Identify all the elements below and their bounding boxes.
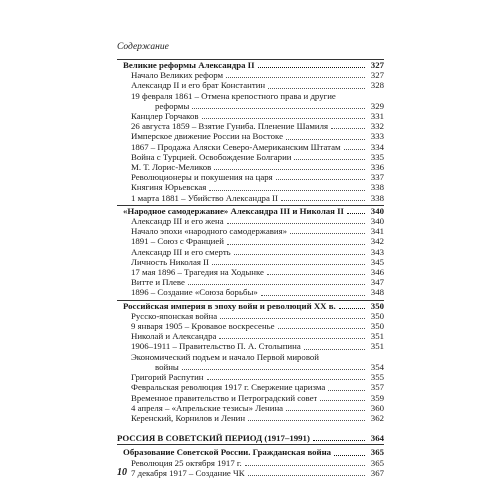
toc-entry-page: 350 — [370, 321, 384, 332]
dot-leader — [182, 369, 365, 370]
toc-entry-title: Временное правительство и Петроградский совет — [131, 392, 318, 403]
toc-entry — [117, 80, 384, 90]
toc-entry — [117, 393, 384, 403]
toc-entry-title: Революция 25 октября 1917 г. — [131, 457, 242, 468]
toc-entry-title: Княгиня Юрьевская — [131, 182, 207, 193]
toc-entry-page: 334 — [370, 141, 384, 152]
toc-entry — [117, 433, 384, 445]
toc-entry-page: 357 — [370, 382, 384, 393]
toc-entry — [117, 236, 384, 246]
dot-leader — [278, 328, 365, 329]
dot-leader — [219, 338, 365, 339]
toc-entry-page: 338 — [370, 192, 384, 203]
toc-entry-page: 343 — [370, 246, 384, 257]
toc-entry-title-line: 19 февраля 1861 – Отмена крепостного права и другие — [131, 90, 336, 101]
dot-leader — [214, 169, 365, 170]
toc-entry-title: реформы — [155, 100, 190, 111]
toc-entry-title: Война с Турцией. Освобождение Болгарии — [131, 151, 292, 162]
toc-entry-page: 341 — [370, 226, 384, 237]
dot-leader — [192, 108, 365, 109]
toc-entry — [117, 300, 384, 311]
toc-entry-page: 338 — [370, 182, 384, 193]
toc-entry — [117, 121, 384, 131]
dot-leader — [234, 254, 365, 255]
toc-entry-page: 362 — [370, 412, 384, 423]
toc-entry-page: 329 — [370, 100, 384, 111]
toc-entry — [117, 413, 384, 423]
page-number: 10 — [117, 467, 127, 478]
dot-leader — [313, 440, 365, 441]
dot-leader — [212, 264, 365, 265]
dot-leader — [261, 295, 365, 296]
toc-entry — [117, 226, 384, 236]
toc-entry — [117, 59, 384, 70]
toc-entry-page: 340 — [370, 216, 384, 227]
toc-entry — [117, 458, 384, 468]
toc-entry-title: Александр III и его жена — [131, 216, 224, 227]
toc-entry-title-line: Экономический подъем и начало Первой мировой — [131, 351, 320, 362]
toc-entry-title: 1906–1911 – Правительство П. А. Столыпина — [131, 341, 301, 352]
toc-entry — [117, 447, 384, 457]
toc-entry-title: Февральская революция 1917 г. Свержение царизма — [131, 382, 326, 393]
toc-entry-title: Личность Николая II — [131, 256, 209, 267]
toc-entry — [117, 70, 384, 80]
toc-entry — [117, 287, 384, 297]
toc-entry-page: 364 — [370, 433, 384, 444]
toc-entry — [117, 341, 384, 351]
toc-entry — [117, 111, 384, 121]
toc-entry-title: Керенский, Корнилов и Ленин — [131, 412, 246, 423]
toc-entry-title: Александр II и его брат Константин — [131, 80, 266, 91]
toc-entry — [117, 193, 384, 203]
toc-entry — [117, 382, 384, 392]
dot-leader — [290, 233, 365, 234]
dot-leader — [281, 200, 365, 201]
toc-entry — [117, 277, 384, 287]
toc-entry — [117, 142, 384, 152]
toc-entry-page: 365 — [370, 457, 384, 468]
toc-entry-page: 327 — [370, 60, 384, 70]
dot-leader — [258, 67, 365, 68]
dot-leader — [276, 179, 365, 180]
toc-entry — [117, 331, 384, 341]
toc-entry-title: 4 апреля – «Апрельские тезисы» Ленина — [131, 402, 284, 413]
toc-entry — [117, 257, 384, 267]
toc-entry-title: Российская империя в эпоху войн и революций ХХ в. — [123, 300, 336, 311]
toc-entry-title: войны — [155, 361, 179, 372]
dot-leader — [286, 410, 365, 411]
dot-leader — [294, 159, 365, 160]
toc-entry — [117, 468, 384, 478]
toc-entry-title: 9 января 1905 – Кровавое воскресенье — [131, 321, 275, 332]
toc-entry-title: 17 мая 1896 – Трагедия на Ходынке — [131, 267, 264, 278]
toc-entry-title: «Народное самодержавие» Александра III и Николая II — [123, 205, 344, 216]
dot-leader — [207, 379, 365, 380]
toc-entry-title: Григорий Распутин — [131, 372, 204, 383]
dot-leader — [286, 139, 365, 140]
running-head: Содержание — [117, 42, 169, 52]
dot-leader — [344, 149, 365, 150]
toc-entry-page: 350 — [370, 310, 384, 321]
toc-entry — [117, 372, 384, 382]
toc-entry-title: 26 августа 1859 – Взятие Гуниба. Пленение Шамиля — [131, 121, 329, 132]
toc-entry-title: 1896 – Создание «Союза борьбы» — [131, 287, 258, 298]
toc-entry-title: М. Т. Лорис-Меликов — [131, 162, 212, 173]
toc-entry-page: 355 — [370, 372, 384, 383]
toc-entry-page: 346 — [370, 267, 384, 278]
toc-entry — [117, 352, 384, 372]
toc-entry-title: Начало эпохи «народного самодержавия» — [131, 226, 288, 237]
toc-entry — [117, 247, 384, 257]
dot-leader — [334, 455, 365, 456]
dot-leader — [248, 420, 365, 421]
toc-entry-page: 350 — [370, 300, 384, 311]
toc-entry-page: 354 — [370, 361, 384, 372]
toc-entry-title: 1891 – Союз с Францией — [131, 236, 224, 247]
toc-entry-title: РОССИЯ В СОВЕТСКИЙ ПЕРИОД (1917–1991) — [117, 433, 310, 444]
table-of-contents — [117, 57, 384, 478]
toc-entry-title: Александр III и его смерть — [131, 246, 231, 257]
toc-entry-page: 360 — [370, 402, 384, 413]
toc-entry-page: 328 — [370, 80, 384, 91]
toc-entry-page: 351 — [370, 341, 384, 352]
toc-entry-title: Начало Великих реформ — [131, 70, 224, 81]
dot-leader — [328, 390, 365, 391]
dot-leader — [227, 244, 365, 245]
toc-entry — [117, 321, 384, 331]
toc-entry-page: 365 — [370, 447, 384, 458]
dot-leader — [227, 223, 365, 224]
toc-entry-page: 347 — [370, 277, 384, 288]
toc-entry-page: 336 — [370, 162, 384, 173]
toc-entry — [117, 172, 384, 182]
toc-entry-page: 342 — [370, 236, 384, 247]
toc-entry — [117, 216, 384, 226]
toc-entry-title: 7 декабря 1917 – Создание ЧК — [131, 467, 245, 478]
toc-entry-page: 331 — [370, 111, 384, 122]
toc-entry — [117, 131, 384, 141]
toc-entry — [117, 267, 384, 277]
toc-entry-page: 348 — [370, 287, 384, 298]
dot-leader — [339, 308, 365, 309]
dot-leader — [226, 77, 365, 78]
toc-entry-title: Образование Советской России. Гражданская война — [123, 447, 332, 458]
toc-entry-title: 1867 – Продажа Аляски Северо-Американским Штатам — [131, 141, 341, 152]
dot-leader — [209, 190, 365, 191]
dot-leader — [320, 400, 365, 401]
toc-entry — [117, 162, 384, 172]
dot-leader — [188, 284, 365, 285]
toc-entry-page: 327 — [370, 70, 384, 81]
toc-entry-title: Имперское движение России на Востоке — [131, 131, 283, 142]
dot-leader — [304, 349, 365, 350]
dot-leader — [245, 465, 365, 466]
toc-entry-title: Великие реформы Александра II — [123, 60, 255, 70]
toc-entry-title: Канцлер Горчаков — [131, 111, 199, 122]
toc-entry — [117, 91, 384, 111]
toc-entry — [117, 182, 384, 192]
toc-entry — [117, 311, 384, 321]
dot-leader — [248, 475, 365, 476]
toc-entry-title: Русско-японская война — [131, 310, 218, 321]
toc-entry-title: Витте и Плеве — [131, 277, 185, 288]
dot-leader — [347, 213, 365, 214]
toc-entry-page: 335 — [370, 151, 384, 162]
toc-entry-page: 345 — [370, 256, 384, 267]
toc-entry — [117, 403, 384, 413]
dot-leader — [268, 88, 365, 89]
toc-entry-page: 337 — [370, 172, 384, 183]
toc-entry — [117, 205, 384, 216]
dot-leader — [202, 118, 365, 119]
dot-leader — [267, 274, 365, 275]
toc-entry-page: 359 — [370, 392, 384, 403]
dot-leader — [220, 318, 365, 319]
toc-entry-title: Николай и Александра — [131, 331, 217, 342]
toc-entry-title: 1 марта 1881 – Убийство Александра II — [131, 192, 278, 203]
toc-entry-page: 367 — [370, 467, 384, 478]
toc-entry-title: Революционеры и покушения на царя — [131, 172, 273, 183]
dot-leader — [331, 128, 365, 129]
toc-entry-page: 333 — [370, 131, 384, 142]
toc-entry — [117, 152, 384, 162]
toc-entry-page: 332 — [370, 121, 384, 132]
toc-entry-page: 340 — [370, 205, 384, 216]
toc-entry-page: 351 — [370, 331, 384, 342]
